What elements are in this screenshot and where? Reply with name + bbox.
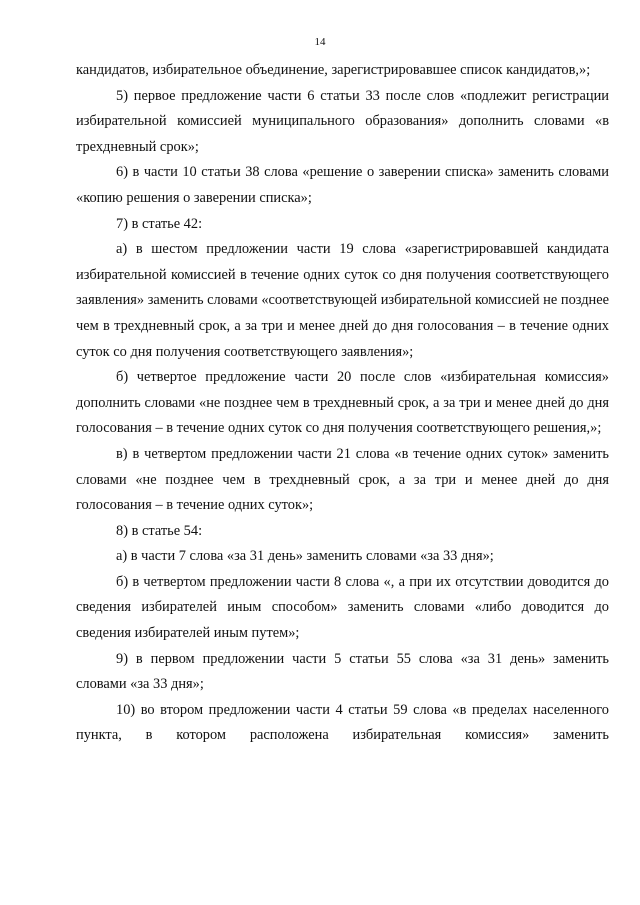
paragraph-item-7: 7) в статье 42:: [116, 215, 203, 232]
paragraph-continuation: кандидатов, избирательное объединение, зарегистрировавшее список кандидатов,»;: [76, 62, 591, 78]
paragraph-item-7b: б) четвертое предложение части 20 после слов «избирательная комиссия» дополнить словами «не позднее чем в трехдневный срок, а за три и менее дней до дня голосования – в течение одних суток со дня получения соответствующего решения,»;: [76, 369, 609, 437]
document-body: [76, 58, 609, 749]
paragraph-item-6: 6) в части 10 статьи 38 слова «решение о заверении списка» заменить словами «копию решения о заверении списка»;: [76, 164, 609, 206]
page-number: 14: [314, 36, 326, 48]
paragraph-item-5: 5) первое предложение части 6 статьи 33 после слов «подлежит регистрации избирательной комиссией муниципального образования» дополнить словами «в трехдневный срок»;: [76, 87, 609, 155]
paragraph-item-7a: а) в шестом предложении части 19 слова «зарегистрировавшей кандидата избирательной комиссией в течение одних суток со дня получения соответствующего заявления» заменить словами «соответствующей избирательной комиссией не позднее чем в трехдневный срок, а за три и менее дней до дня голосования – в течение одних суток со дня получения соответствующего заявления»;: [76, 241, 609, 360]
paragraph-item-8: 8) в статье 54:: [116, 522, 203, 539]
paragraph-item-10: 10) во втором предложении части 4 статьи 59 слова «в пределах населенного пункта, в котором расположена избирательная комиссия» заменить: [76, 701, 609, 744]
paragraph-item-9: 9) в первом предложении части 5 статьи 55 слова «за 31 день» заменить словами «за 33 дня»;: [76, 650, 609, 693]
paragraph-item-8a: а) в части 7 слова «за 31 день» заменить словами «за 33 дня»;: [116, 548, 494, 565]
paragraph-item-7v: в) в четвертом предложении части 21 слова «в течение одних суток» заменить словами «не позднее чем в трехдневный срок, а за три и менее дней до дня голосования – в течение одних суток»;: [76, 445, 609, 514]
paragraph-item-8b: б) в четвертом предложении части 8 слова «, а при их отсутствии доводится до сведения избирателей иным способом» заменить словами «либо доводится до сведения избирателей иным путем»;: [76, 573, 609, 642]
